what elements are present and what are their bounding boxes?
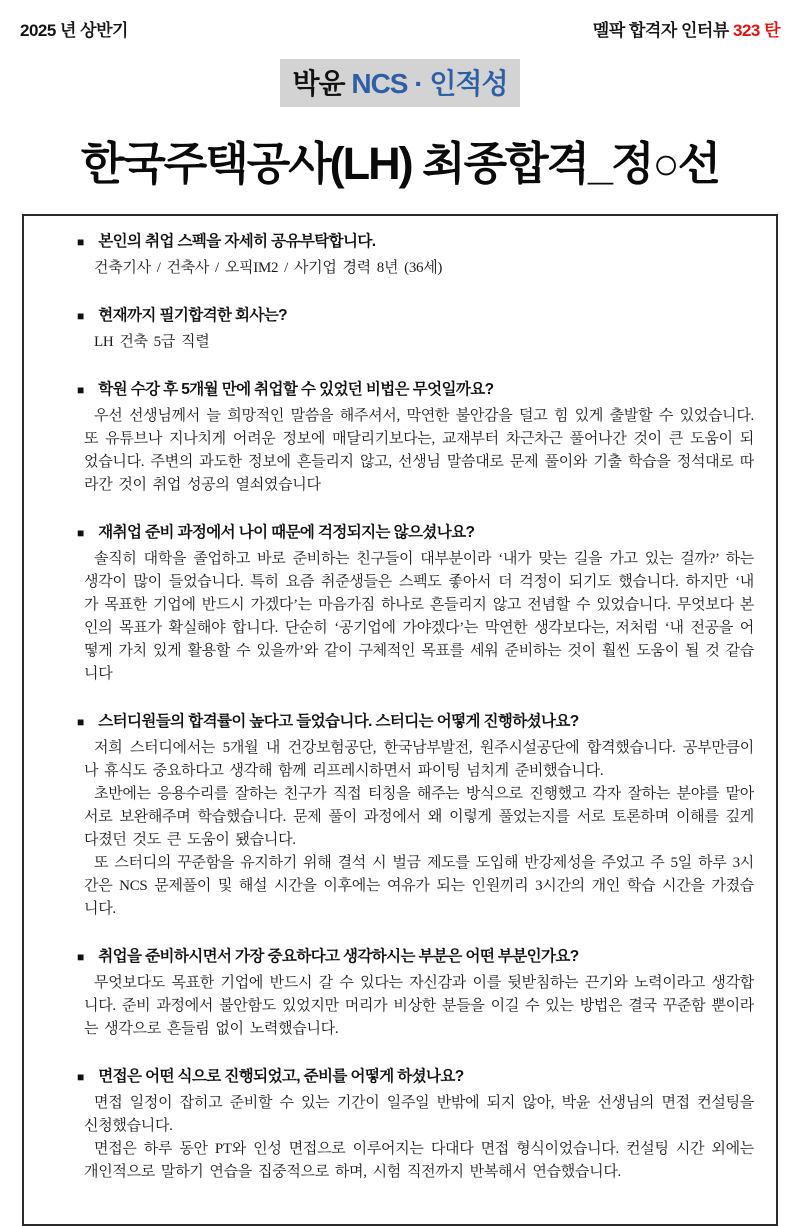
period-label: 2025 년 상반기 — [20, 21, 128, 40]
answer-paragraph: 우선 선생님께서 늘 희망적인 말씀을 해주셔서, 막연한 불안감을 덜고 힘 있게 출발할 수 있었습니다. 또 유튜브나 지나치게 어려운 정보에 매달리기보다는, 교재부터 차근차근 풀어나간 것이 큰 도움이 되었습니다. 주변의 과도한 정보에 흔들리지 않고, 선생님 말씀대로 문제 풀이와 기출 학습을 정석대로 따라간 것이 취업 성공의 열쇠였습니다 — [84, 408, 754, 493]
question-text: 면접은 어떤 식으로 진행되었고, 준비를 어떻게 하셨나요? — [98, 1068, 464, 1085]
question-row — [44, 945, 754, 969]
question-row — [44, 304, 754, 328]
question-text: 학원 수강 후 5개월 만에 취업할 수 있었던 비법은 무엇일까요? — [98, 381, 494, 398]
question-row — [44, 378, 754, 402]
question-text: 현재까지 필기합격한 회사는? — [98, 307, 288, 324]
page-title: 한국주택공사(LH) 최종합격_정○선 — [80, 138, 720, 189]
qa-block — [44, 378, 754, 497]
square-bullet-icon: ■ — [77, 526, 85, 540]
answer-paragraph: 면접은 하루 동안 PT와 인성 면접으로 이루어지는 다대다 면접 형식이었습니다. 컨설팅 시간 외에는 개인적으로 말하기 연습을 집중적으로 하며, 시험 직전까지 반복해서 연습했습니다. — [84, 1141, 754, 1180]
teacher-name: 박윤 — [292, 68, 345, 99]
answer-paragraph: 무엇보다도 목표한 기업에 반드시 갈 수 있다는 자신감과 이를 뒷받침하는 끈기와 노력이라고 생각합니다. 준비 과정에서 불안함도 있었지만 머리가 비상한 분들을 이길 수 있는 방법은 결국 꾸준함 뿐이라는 생각으로 흔들림 없이 노력했습니다. — [84, 975, 754, 1037]
square-bullet-icon: ■ — [77, 715, 85, 729]
qa-block — [44, 1065, 754, 1184]
answer-paragraph: 또 스터디의 꾸준함을 유지하기 위해 결석 시 벌금 제도를 도입해 반강제성을 주었고 주 5일 하루 3시간은 NCS 문제풀이 및 해설 시간을 이후에는 여유가 되는 인원끼리 3시간의 개인 학습 시간을 가졌습니다. — [84, 855, 754, 917]
course-name: NCS · 인적성 — [351, 68, 508, 99]
answer-paragraph: 초반에는 응용수리를 잘하는 친구가 직접 티칭을 해주는 방식으로 진행했고 각자 잘하는 분야를 맡아 서로 보완해주며 학습했습니다. 문제 풀이 과정에서 왜 이렇게 풀었는지를 서로 토론하며 이해를 깊게 다졌던 것도 큰 도움이 됐습니다. — [84, 786, 754, 848]
square-bullet-icon: ■ — [77, 309, 85, 323]
question-text: 재취업 준비 과정에서 나이 때문에 걱정되지는 않으셨나요? — [98, 524, 475, 541]
question-text: 스터디원들의 합격률이 높다고 들었습니다. 스터디는 어떻게 진행하셨나요? — [98, 713, 579, 730]
answer-paragraph: 건축기사 / 건축사 / 오픽IM2 / 사기업 경력 8년 (36세) — [94, 260, 443, 276]
qa-block — [44, 710, 754, 921]
qa-box — [22, 214, 778, 1226]
question-row — [44, 230, 754, 254]
qa-block — [44, 945, 754, 1041]
qa-block — [44, 304, 754, 354]
qa-block — [44, 230, 754, 280]
series-episode-label — [593, 16, 780, 41]
question-text: 취업을 준비하시면서 가장 중요하다고 생각하시는 부분은 어떤 부분인가요? — [98, 948, 579, 965]
answer-paragraph: 면접 일정이 잡히고 준비할 수 있는 기간이 일주일 반밖에 되지 않아, 박윤 선생님의 면접 컨설팅을 신청했습니다. — [84, 1095, 754, 1134]
square-bullet-icon: ■ — [77, 235, 85, 249]
qa-block — [44, 521, 754, 686]
question-row — [44, 1065, 754, 1089]
question-text: 본인의 취업 스펙을 자세히 공유부탁합니다. — [98, 233, 376, 250]
square-bullet-icon: ■ — [77, 383, 85, 397]
square-bullet-icon: ■ — [77, 950, 85, 964]
square-bullet-icon: ■ — [77, 1070, 85, 1084]
answer-paragraph: 솔직히 대학을 졸업하고 바로 준비하는 친구들이 대부분이라 ‘내가 맞는 길을 가고 있는 걸까?’ 하는 생각이 많이 들었습니다. 특히 요즘 취준생들은 스펙도 좋아서 더 걱정이 되기도 했습니다. 하지만 ‘내가 목표한 기업에 반드시 가겠다’는 마음가짐 하나로 흔들리지 않고 전념할 수 있었습니다. 무엇보다 본인의 목표가 확실해야 합니다. 단순히 ‘공기업에 가야겠다’는 막연한 생각보다는, 저처럼 ‘내 전공을 어떻게 가치 있게 활용할 수 있을까’와 같이 구체적인 목표를 세워 준비하는 것이 훨씬 도움이 될 것 같습니다 — [84, 551, 754, 682]
question-row — [44, 521, 754, 545]
episode-number: 323 탄 — [732, 21, 780, 40]
highlighted-subtitle — [280, 59, 519, 107]
document-meta-row — [0, 16, 800, 41]
question-row — [44, 710, 754, 734]
series-label: 멜팍 합격자 인터뷰 — [592, 21, 729, 40]
answer-paragraph: LH 건축 5급 직렬 — [94, 334, 210, 350]
answer-paragraph: 저희 스터디에서는 5개월 내 건강보험공단, 한국남부발전, 원주시설공단에 합격했습니다. 공부만큼이나 휴식도 중요하다고 생각해 함께 리프레시하면서 파이팅 넘치게 준비했습니다. — [84, 740, 754, 779]
subtitle-row — [0, 59, 800, 107]
